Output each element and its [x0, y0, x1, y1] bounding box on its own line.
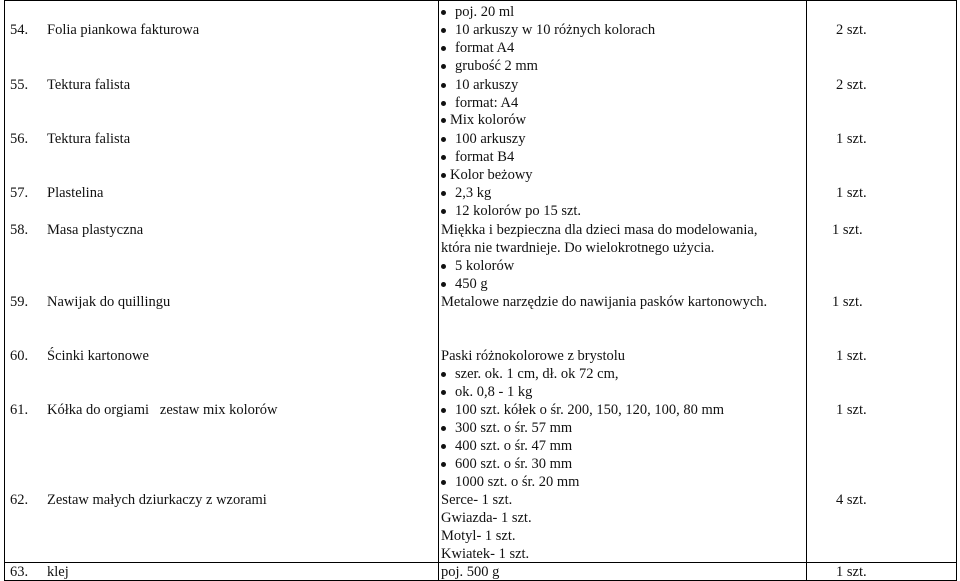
item-quantity: 1 szt. [832, 222, 863, 238]
desc-bullet: szer. ok. 1 cm, dł. ok 72 cm, [455, 366, 619, 382]
desc-line: Paski różnokolorowe z brystolu [441, 348, 626, 364]
desc-line: która nie twardnieje. Do wielokrotnego użycia. [441, 240, 715, 256]
column-divider-desc [438, 0, 439, 581]
item-quantity: 1 szt. [836, 564, 867, 580]
item-name: Tektura falista [47, 131, 131, 147]
item-name: Kółka do orgiami zestaw mix kolorów [47, 402, 278, 418]
row-number: 57. [10, 185, 29, 201]
desc-bullet: 100 szt. kółek o śr. 200, 150, 120, 100, 80 mm [455, 402, 725, 418]
table-right-border [956, 0, 957, 581]
desc-bullet: Kolor beżowy [450, 167, 533, 183]
desc-bullet: 1000 szt. o śr. 20 mm [455, 474, 580, 490]
row-number: 55. [10, 77, 29, 93]
row-number: 56. [10, 131, 29, 147]
desc-bullet: 12 kolorów po 15 szt. [455, 203, 582, 219]
desc-bullet: 450 g [455, 276, 488, 292]
desc-line: Metalowe narzędzie do nawijania pasków kartonowych. [441, 294, 768, 310]
item-name: klej [47, 564, 69, 580]
item-name: Masa plastyczna [47, 222, 144, 238]
row-number: 59. [10, 294, 29, 310]
desc-bullet: 600 szt. o śr. 30 mm [455, 456, 573, 472]
item-quantity: 4 szt. [836, 492, 867, 508]
desc-line: Serce- 1 szt. [441, 492, 513, 508]
desc-line: poj. 500 g [441, 564, 500, 580]
row-number: 61. [10, 402, 29, 418]
desc-bullet: format A4 [455, 40, 515, 56]
desc-line: Miękka i bezpieczna dla dzieci masa do modelowania, [441, 222, 758, 238]
item-name: Nawijak do quillingu [47, 294, 171, 310]
desc-bullet: grubość 2 mm [455, 58, 538, 74]
desc-line: Kwiatek- 1 szt. [441, 546, 530, 562]
row-number: 62. [10, 492, 29, 508]
item-quantity: 1 szt. [836, 185, 867, 201]
item-quantity: 2 szt. [836, 22, 867, 38]
row-number: 60. [10, 348, 29, 364]
item-quantity: 2 szt. [836, 77, 867, 93]
desc-bullet: 10 arkuszy w 10 różnych kolorach [455, 22, 656, 38]
desc-bullet: 300 szt. o śr. 57 mm [455, 420, 573, 436]
row-number: 63. [10, 564, 29, 580]
desc-line: Motyl- 1 szt. [441, 528, 516, 544]
item-quantity: 1 szt. [836, 131, 867, 147]
item-quantity: 1 szt. [836, 402, 867, 418]
item-quantity: 1 szt. [836, 348, 867, 364]
row-number: 54. [10, 22, 29, 38]
table-top-border [4, 0, 956, 1]
desc-line: Gwiazda- 1 szt. [441, 510, 532, 526]
table-left-border [4, 0, 5, 581]
desc-bullet: 400 szt. o śr. 47 mm [455, 438, 573, 454]
item-name: Folia piankowa fakturowa [47, 22, 200, 38]
desc-bullet: Mix kolorów [450, 112, 527, 128]
desc-bullet: 100 arkuszy [455, 131, 526, 147]
desc-bullet: ok. 0,8 - 1 kg [455, 384, 533, 400]
item-name: Tektura falista [47, 77, 131, 93]
desc-line: poj. 20 ml [455, 4, 515, 20]
column-divider-qty [806, 0, 807, 581]
row-number: 58. [10, 222, 29, 238]
desc-bullet: format B4 [455, 149, 515, 165]
item-name: Plastelina [47, 185, 104, 201]
desc-bullet: 5 kolorów [455, 258, 515, 274]
desc-bullet: 2,3 kg [455, 185, 492, 201]
desc-bullet: format: A4 [455, 95, 519, 111]
item-quantity: 1 szt. [832, 294, 863, 310]
item-name: Ścinki kartonowe [47, 348, 149, 364]
item-name: Zestaw małych dziurkaczy z wzorami [47, 492, 267, 508]
desc-bullet: 10 arkuszy [455, 77, 519, 93]
